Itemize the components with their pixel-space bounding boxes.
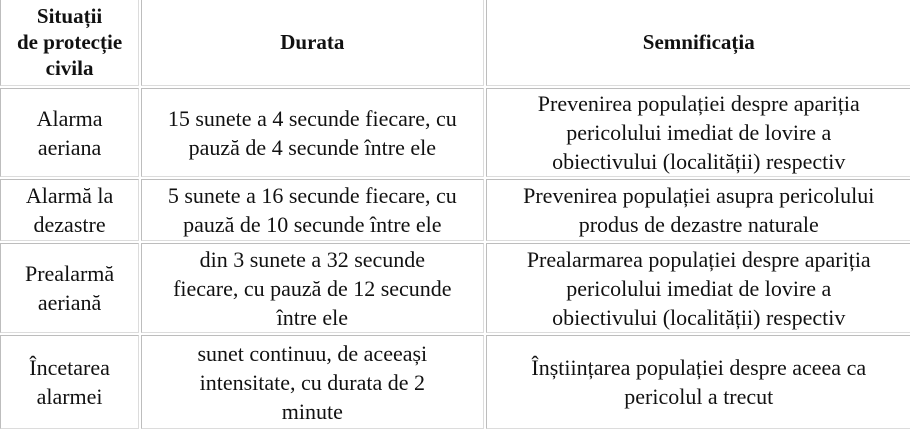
cell-situation — [0, 335, 139, 429]
cell-text: obiectivului (localității) respectiv — [552, 149, 846, 174]
cell-duration — [141, 335, 483, 429]
cell-text: dezastre — [33, 212, 106, 237]
cell-text: Prealarmarea populației despre apariția — [526, 246, 871, 272]
cell-text: sunet continuu, de aceeași — [197, 340, 428, 366]
table-row — [0, 88, 910, 177]
cell-text: Prevenirea populației despre apariția — [537, 91, 860, 116]
cell-situation — [0, 243, 139, 333]
table-row — [0, 179, 910, 241]
cell-text: din 3 sunete a 32 secunde — [199, 246, 426, 272]
cell-text: Alarma — [36, 105, 103, 131]
table-row — [0, 335, 910, 429]
cell-meaning — [486, 243, 910, 333]
table-header-row — [0, 0, 910, 86]
cell-text: aeriana — [37, 134, 102, 160]
cell-text: 15 sunete a 4 secunde fiecare, cu — [167, 105, 457, 131]
cell-meaning — [486, 179, 910, 241]
cell-text: Înștiințarea populației despre aceea ca — [531, 355, 867, 380]
cell-meaning — [486, 335, 910, 429]
cell-text: între ele — [276, 304, 349, 330]
cell-text: pericolului imediat de lovire a — [566, 275, 832, 301]
cell-situation — [0, 179, 139, 241]
header-situation-line: de protecție — [16, 30, 123, 54]
cell-duration — [141, 243, 483, 333]
cell-duration — [141, 88, 483, 177]
cell-text: Prealarmă — [24, 261, 115, 286]
cell-text: pauză de 4 secunde între ele — [188, 134, 437, 160]
cell-text: Încetarea — [29, 355, 110, 380]
header-duration: Durata — [141, 0, 483, 86]
cell-text: pericolul a trecut — [624, 384, 774, 409]
cell-duration — [141, 179, 483, 241]
header-meaning: Semnificația — [486, 0, 910, 86]
cell-text: intensitate, cu durata de 2 — [199, 369, 426, 395]
cell-text: fiecare, cu pauză de 12 secunde — [173, 275, 452, 301]
table-row — [0, 243, 910, 333]
cell-text: aeriană — [37, 290, 102, 315]
cell-text: pericolului imediat de lovire a — [566, 120, 832, 145]
cell-text: Prevenirea populației asupra pericolului — [523, 183, 875, 208]
header-situation-line: Situații — [36, 4, 103, 28]
header-situation — [0, 0, 139, 86]
cell-text: produs de dezastre naturale — [578, 212, 819, 237]
cell-text: 5 sunete a 16 secunde fiecare, cu — [167, 183, 457, 208]
cell-text: minute — [281, 398, 343, 424]
cell-text: alarmei — [36, 384, 103, 409]
cell-text: obiectivului (localității) respectiv — [552, 304, 846, 330]
cell-situation — [0, 88, 139, 177]
cell-meaning — [486, 88, 910, 177]
cell-text: pauză de 10 secunde între ele — [183, 212, 442, 237]
cell-text: Alarmă la — [25, 183, 114, 208]
header-situation-line: civila — [45, 56, 94, 80]
